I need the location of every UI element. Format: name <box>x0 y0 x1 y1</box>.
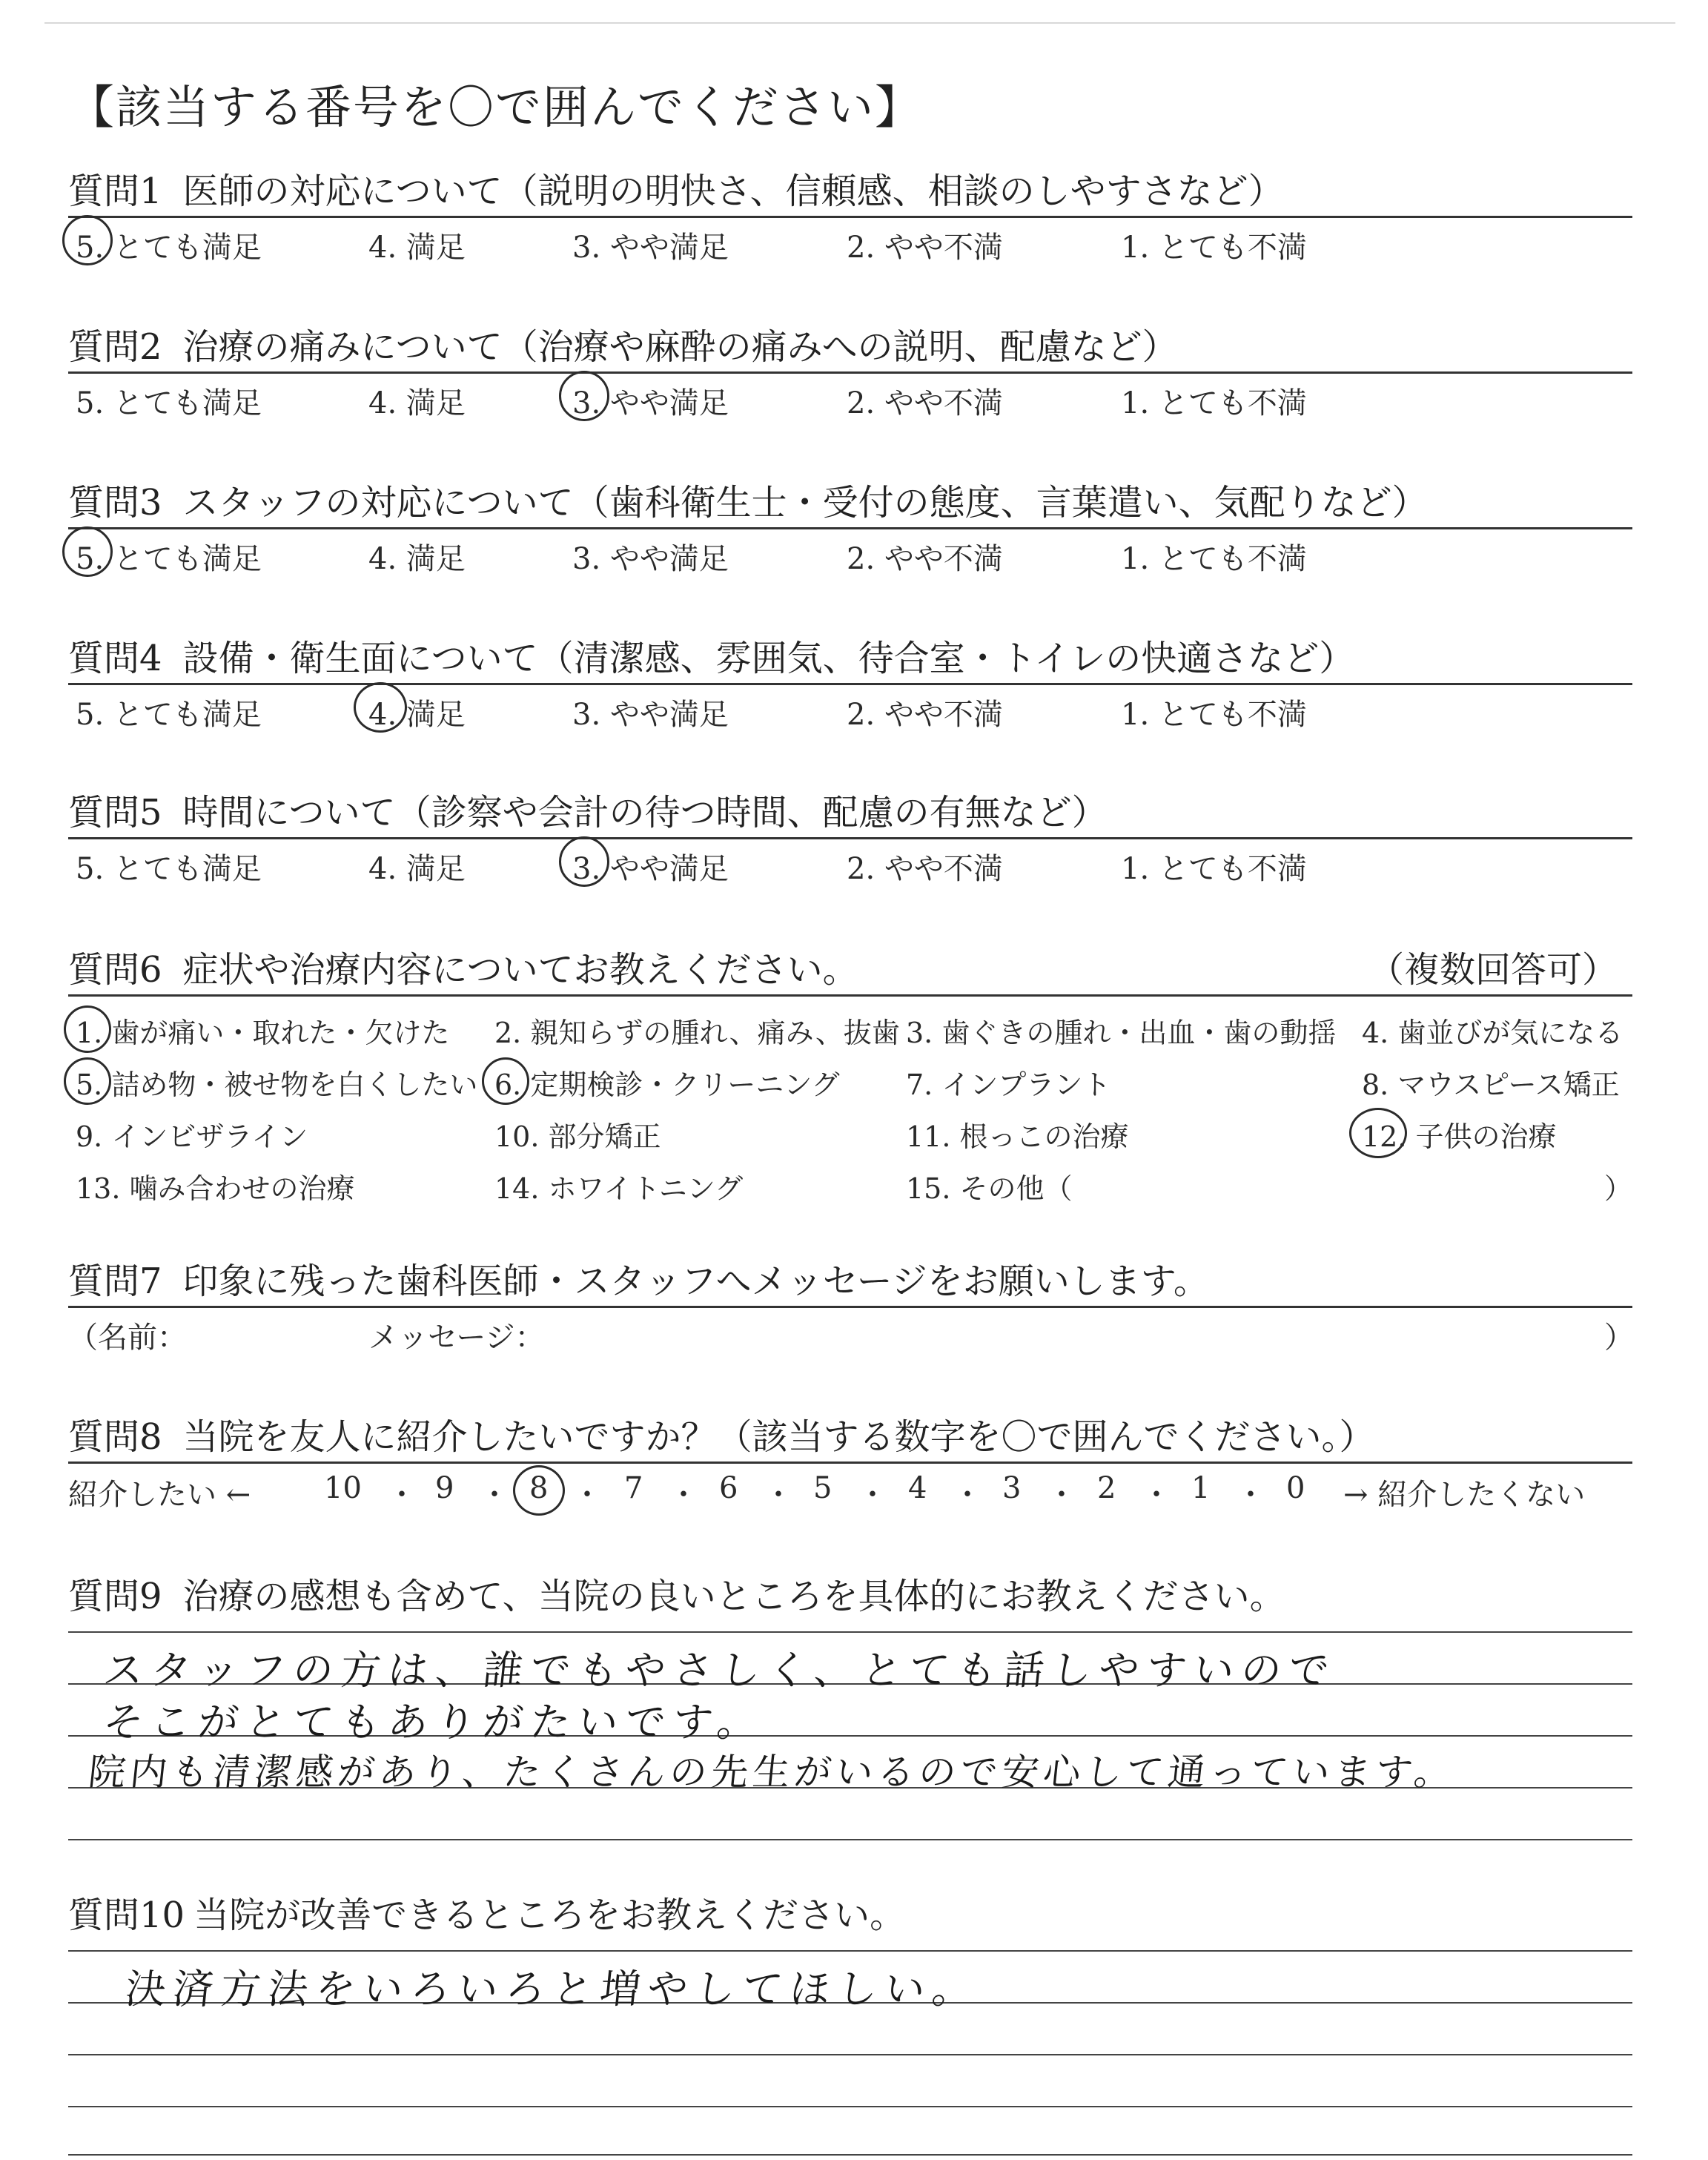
q4-option-4[interactable]: 4. 満足 <box>368 698 466 732</box>
q2-option-5[interactable]: 5. とても満足 <box>76 386 262 420</box>
question-4 <box>68 634 1632 730</box>
q4-option-3[interactable]: 3. やや満足 <box>572 698 729 732</box>
q8-score-5[interactable]: 5 <box>813 1471 833 1505</box>
question-6-title <box>68 945 1632 994</box>
q6-option-3[interactable]: 3. 歯ぐきの腫れ・出血・歯の動揺 <box>906 1017 1337 1049</box>
q8-score-3[interactable]: 3 <box>1002 1471 1022 1505</box>
q3-option-3[interactable]: 3. やや満足 <box>572 542 729 576</box>
q10-answer-line-1 <box>68 1950 1632 1952</box>
q2-option-4[interactable]: 4. 満足 <box>368 386 466 420</box>
form-header: 【該当する番号を〇で囲んでください】 <box>68 80 923 134</box>
q10-handwritten-line-1: 決済方法をいろいろと増やしてほしい。 <box>123 1966 982 2012</box>
q4-option-2[interactable]: 2. やや不満 <box>847 698 1003 732</box>
question-1 <box>68 167 1632 265</box>
q6-option-10[interactable]: 10. 部分矯正 <box>494 1120 661 1153</box>
question-1-text: 医師の対応について（説明の明快さ、信頼感、相談のしやすさなど） <box>182 171 1284 212</box>
q10-answer-line-5 <box>68 2154 1632 2156</box>
question-2-title <box>68 323 1632 371</box>
q6-option-9[interactable]: 9. インビザライン <box>76 1120 308 1153</box>
q8-score-9[interactable]: 9 <box>435 1471 454 1505</box>
q8-score-8[interactable]: 8 <box>529 1471 549 1505</box>
question-4-title <box>68 634 1632 683</box>
question-9 <box>68 1572 1632 1621</box>
question-2-options <box>68 374 1632 418</box>
question-5-label: 質問5 <box>68 792 162 833</box>
q8-dot: ・ <box>1047 1478 1076 1512</box>
question-5-options <box>68 839 1632 884</box>
q8-dot: ・ <box>953 1478 982 1512</box>
q8-right-label: → 紹介したくない <box>1343 1478 1586 1512</box>
question-2-label: 質問2 <box>68 326 162 368</box>
q2-option-3[interactable]: 3. やや満足 <box>572 386 729 420</box>
question-10-title <box>68 1891 1632 1940</box>
q8-score-2[interactable]: 2 <box>1097 1471 1116 1505</box>
q5-option-3[interactable]: 3. やや満足 <box>572 852 729 886</box>
q6-option-12[interactable]: 12. 子供の治療 <box>1362 1120 1557 1153</box>
q5-option-2[interactable]: 2. やや不満 <box>847 852 1003 886</box>
question-4-label: 質問4 <box>68 638 162 679</box>
q3-option-4[interactable]: 4. 満足 <box>368 542 466 576</box>
q10-answer-line-3 <box>68 2054 1632 2055</box>
question-10 <box>68 1891 1632 1940</box>
question-2 <box>68 323 1632 418</box>
q2-option-1[interactable]: 1. とても不満 <box>1121 386 1307 420</box>
q8-score-6[interactable]: 6 <box>719 1471 738 1505</box>
question-5-title <box>68 788 1632 837</box>
q3-option-2[interactable]: 2. やや不満 <box>847 542 1003 576</box>
q7-close: ） <box>1604 1321 1634 1355</box>
q3-option-5[interactable]: 5. とても満足 <box>76 542 262 576</box>
q7-message-field[interactable] <box>617 1314 1580 1347</box>
q6-option-7[interactable]: 7. インプラント <box>906 1069 1111 1101</box>
question-6-text: 症状や治療内容についてお教えください。 <box>182 949 858 991</box>
q7-message-label: メッセージ： <box>368 1321 545 1355</box>
q1-option-2[interactable]: 2. やや不満 <box>847 231 1003 265</box>
q9-answer-line-1 <box>68 1631 1632 1633</box>
q8-score-7[interactable]: 7 <box>624 1471 643 1505</box>
q8-dot: ・ <box>858 1478 887 1512</box>
q6-option-6[interactable]: 6. 定期検診・クリーニング <box>494 1069 840 1101</box>
q6-option-8[interactable]: 8. マウスピース矯正 <box>1362 1069 1620 1101</box>
q6-option-11[interactable]: 11. 根っこの治療 <box>906 1120 1129 1153</box>
q8-dot: ・ <box>1142 1478 1171 1512</box>
question-2-text: 治療の痛みについて（治療や麻酔の痛みへの説明、配慮など） <box>182 326 1178 368</box>
question-9-text: 治療の感想も含めて、当院の良いところを具体的にお教えください。 <box>182 1576 1285 1617</box>
q8-score-4[interactable]: 4 <box>908 1471 927 1505</box>
q1-option-3[interactable]: 3. やや満足 <box>572 231 729 265</box>
question-8-title <box>68 1413 1632 1462</box>
question-10-text: 当院が改善できるところをお教えください。 <box>193 1895 906 1936</box>
q6-option-1[interactable]: 1. 歯が痛い・取れた・欠けた <box>76 1017 450 1049</box>
question-3-options <box>68 529 1632 574</box>
q6-option-13[interactable]: 13. 噛み合わせの治療 <box>76 1172 355 1205</box>
q8-dot: ・ <box>669 1478 698 1512</box>
question-8-scale <box>68 1464 1632 1516</box>
question-6-note: （複数回答可） <box>1368 949 1618 991</box>
q1-option-4[interactable]: 4. 満足 <box>368 231 466 265</box>
q8-left-label: 紹介したい ← <box>68 1478 251 1512</box>
q8-dot: ・ <box>1236 1478 1265 1512</box>
question-8-text: 当院を友人に紹介したいですか？（該当する数字を〇で囲んでください。） <box>182 1416 1375 1458</box>
q6-option-14[interactable]: 14. ホワイトニング <box>494 1172 744 1205</box>
q2-option-2[interactable]: 2. やや不満 <box>847 386 1003 420</box>
q4-option-1[interactable]: 1. とても不満 <box>1121 698 1307 732</box>
question-9-label: 質問9 <box>68 1576 162 1617</box>
q5-option-4[interactable]: 4. 満足 <box>368 852 466 886</box>
question-1-options <box>68 218 1632 265</box>
question-7-fields <box>68 1308 1632 1353</box>
q9-handwritten-line-1: スタッフの方は、誰でもやさしく、とても話しやすいので <box>101 1647 1339 1694</box>
q6-option-2[interactable]: 2. 親知らずの腫れ、痛み、抜歯 <box>494 1017 900 1049</box>
q8-score-10[interactable]: 10 <box>324 1471 362 1505</box>
question-7-title <box>68 1257 1632 1306</box>
q6-option-5[interactable]: 5. 詰め物・被せ物を白くしたい <box>76 1069 478 1101</box>
question-4-options <box>68 685 1632 730</box>
q5-option-5[interactable]: 5. とても満足 <box>76 852 262 886</box>
q10-answer-line-4 <box>68 2106 1632 2107</box>
q8-dot: ・ <box>480 1478 509 1512</box>
q4-option-5[interactable]: 5. とても満足 <box>76 698 262 732</box>
q9-handwritten-line-3: 院内も清潔感があり、たくさんの先生がいるので安心して通っています。 <box>86 1751 1458 1794</box>
q6-option-15[interactable]: 15. その他（ <box>906 1172 1073 1205</box>
question-9-title <box>68 1572 1632 1621</box>
question-3-text: スタッフの対応について（歯科衛生士・受付の態度、言葉遣い、気配りなど） <box>182 482 1428 524</box>
q9-answer-line-5 <box>68 1839 1632 1840</box>
q7-name-label: （名前： <box>68 1321 187 1355</box>
q8-score-0[interactable]: 0 <box>1286 1471 1305 1505</box>
q3-option-1[interactable]: 1. とても不満 <box>1121 542 1307 576</box>
q8-dot: ・ <box>387 1478 417 1512</box>
question-7-text: 印象に残った歯科医師・スタッフへメッセージをお願いします。 <box>182 1261 1209 1302</box>
question-3-title <box>68 478 1632 527</box>
question-3 <box>68 478 1632 574</box>
q8-score-1[interactable]: 1 <box>1191 1471 1211 1505</box>
question-7 <box>68 1257 1632 1353</box>
q8-dot: ・ <box>572 1478 602 1512</box>
q5-option-1[interactable]: 1. とても不満 <box>1121 852 1307 886</box>
question-6-label: 質問6 <box>68 949 162 991</box>
q6-option-4[interactable]: 4. 歯並びが気になる <box>1362 1017 1623 1049</box>
question-6 <box>68 945 1632 1212</box>
question-1-title <box>68 167 1632 216</box>
q8-dot: ・ <box>764 1478 793 1512</box>
question-3-label: 質問3 <box>68 482 162 524</box>
question-5 <box>68 788 1632 884</box>
q1-option-1[interactable]: 1. とても不満 <box>1121 231 1307 265</box>
top-border <box>44 22 1675 24</box>
q1-option-5[interactable]: 5. とても満足 <box>76 231 262 265</box>
question-7-label: 質問7 <box>68 1261 162 1302</box>
question-10-label: 質問10 <box>68 1895 185 1936</box>
question-5-text: 時間について（診察や会計の待つ時間、配慮の有無など） <box>182 792 1108 833</box>
question-8-label: 質問8 <box>68 1416 162 1458</box>
question-1-label: 質問1 <box>68 171 162 212</box>
question-8 <box>68 1413 1632 1516</box>
question-4-text: 設備・衛生面について（清潔感、雰囲気、待合室・トイレの快適さなど） <box>182 638 1355 679</box>
question-6-options <box>68 997 1632 1212</box>
q9-handwritten-line-2: そこがとてもありがたいです。 <box>101 1699 767 1745</box>
q6-option-15-close: ） <box>1604 1172 1633 1205</box>
